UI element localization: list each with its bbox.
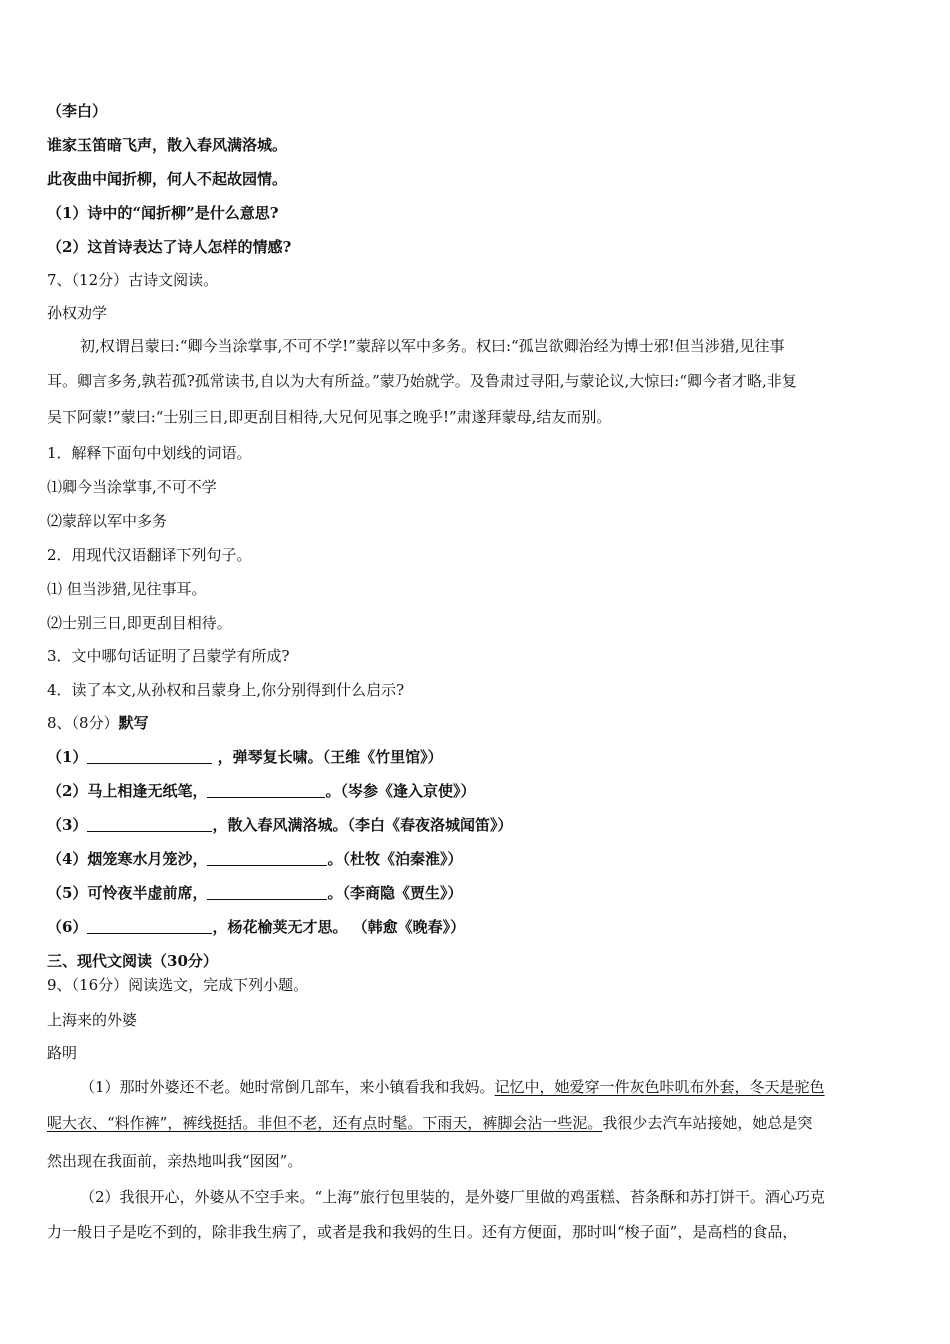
q7-sub-2a: ⑴ 但当涉猎,见往事耳。 — [47, 580, 207, 598]
article-p1-line-3: 然出现在我面前，亲热地叫我“囡囡”。 — [47, 1152, 303, 1170]
q8-item-4 — [47, 849, 462, 869]
q8-item-2-text: （2）马上相逢无纸笔， — [47, 782, 208, 800]
poem-line-2: 此夜曲中闻折柳，何人不起故园情。 — [47, 170, 288, 188]
q8-header-bold: 默写 — [118, 714, 149, 732]
q8-item-5-end: 。（李商隐《贾生》） — [327, 884, 463, 902]
section-3-heading: 三、现代文阅读（30分） — [47, 952, 218, 970]
q8-item-3-text: ，散入春风满洛城。（李白《春夜洛城闻笛》） — [212, 816, 513, 834]
q8-item-3 — [47, 815, 512, 835]
q7-paragraph-line-2: 耳。卿言多务,孰若孤?孤常读书,自以为大有所益。”蒙乃始就学。及鲁肃过寻阳,与蒙论议,大惊曰:“卿今者才略,非复 — [47, 372, 797, 390]
q8-item-1 — [47, 747, 443, 767]
article-p1-plain: （1）那时外婆还不老。她时常倒几部车，来小镇看我和我妈。 — [80, 1078, 495, 1096]
article-p2-line-1: （2）我很开心，外婆从不空手来。“上海”旅行包里装的，是外婆厂里做的鸡蛋糕、苔条酥和苏打饼干。酒心巧克 — [80, 1188, 825, 1206]
q8-item-1-num: （1） — [47, 748, 88, 766]
fill-blank[interactable] — [207, 885, 327, 900]
article-p2-line-2: 力一般日子是吃不到的，除非我生病了，或者是我和我妈的生日。还有方便面，那时叫“梭子面”，是高档的食品， — [47, 1223, 798, 1241]
q7-sub-4: 4．读了本文,从孙权和吕蒙身上,你分别得到什么启示? — [47, 681, 405, 699]
fill-blank[interactable] — [207, 783, 325, 798]
q7-paragraph-line-1: 初,权谓吕蒙曰:“卿今当涂掌事,不可不学!”蒙辞以军中多务。权曰:“孤岂欲卿治经为博士邪!但当涉猎,见往事 — [80, 337, 785, 355]
q8-item-2-end: 。（岑参《逢入京使》） — [325, 782, 476, 800]
q7-sub-1: 1．解释下面句中划线的词语。 — [47, 444, 252, 462]
q7-sub-3: 3．文中哪句话证明了吕蒙学有所成? — [47, 647, 290, 665]
q7-paragraph-line-3: 吴下阿蒙!”蒙曰:“士别三日,即更刮目相待,大兄何见事之晚乎!”肃遂拜蒙母,结友而别。 — [47, 408, 612, 426]
poem-line-1: 谁家玉笛暗飞声，散入春风满洛城。 — [47, 136, 288, 154]
q8-item-6 — [47, 917, 465, 937]
q8-item-5 — [47, 883, 462, 903]
article-title: 上海来的外婆 — [47, 1011, 138, 1029]
q8-header-prefix: 8、（8分） — [47, 714, 119, 732]
q8-item-5-text: （5）可怜夜半虚前席， — [47, 884, 208, 902]
q7-header: 7、（12分）古诗文阅读。 — [47, 271, 219, 289]
article-p1-line-1 — [80, 1077, 825, 1097]
q9-header: 9、（16分）阅读选文，完成下列小题。 — [47, 976, 309, 994]
q8-item-4-end: 。（杜牧《泊秦淮》） — [327, 850, 463, 868]
q8-item-6-text: ，杨花榆荚无才思。 （韩愈《晚春》） — [212, 918, 466, 936]
article-author: 路明 — [47, 1044, 78, 1062]
fill-blank[interactable] — [207, 851, 327, 866]
q8-item-1-text: ，弹琴复长啸。（王维《竹里馆》） — [217, 748, 443, 766]
poem-question-1: （1）诗中的“闻折柳”是什么意思? — [47, 204, 279, 222]
q8-item-6-num: （6） — [47, 918, 88, 936]
fill-blank[interactable] — [87, 919, 212, 934]
q8-header — [47, 713, 149, 733]
q7-sub-2b: ⑵士别三日,即更刮目相待。 — [47, 614, 232, 632]
q8-item-3-num: （3） — [47, 816, 88, 834]
fill-blank[interactable] — [87, 817, 212, 832]
article-p1-line-2 — [47, 1113, 812, 1133]
article-p1-underlined: 记忆中，她爱穿一件灰色咔叽布外套，冬天是驼色 — [494, 1078, 825, 1096]
q7-sub-1a: ⑴卿今当涂掌事,不可不学 — [47, 478, 217, 496]
q7-title: 孙权劝学 — [47, 304, 108, 322]
q8-item-2 — [47, 781, 475, 801]
q7-sub-2: 2．用现代汉语翻译下列句子。 — [47, 546, 252, 564]
q7-sub-1b: ⑵蒙辞以军中多务 — [47, 512, 168, 530]
q8-item-4-text: （4）烟笼寒水月笼沙， — [47, 850, 208, 868]
poem-author: （李白） — [47, 102, 108, 120]
poem-question-2: （2）这首诗表达了诗人怎样的情感? — [47, 238, 292, 256]
fill-blank[interactable] — [87, 749, 212, 764]
article-p1-plain-2: 我很少去汽车站接她，她总是突 — [602, 1114, 813, 1132]
article-p1-underlined-2: 呢大衣、“料作裤”，裤线挺括。非但不老，还有点时髦。下雨天，裤脚会沾一些泥。 — [47, 1114, 603, 1132]
